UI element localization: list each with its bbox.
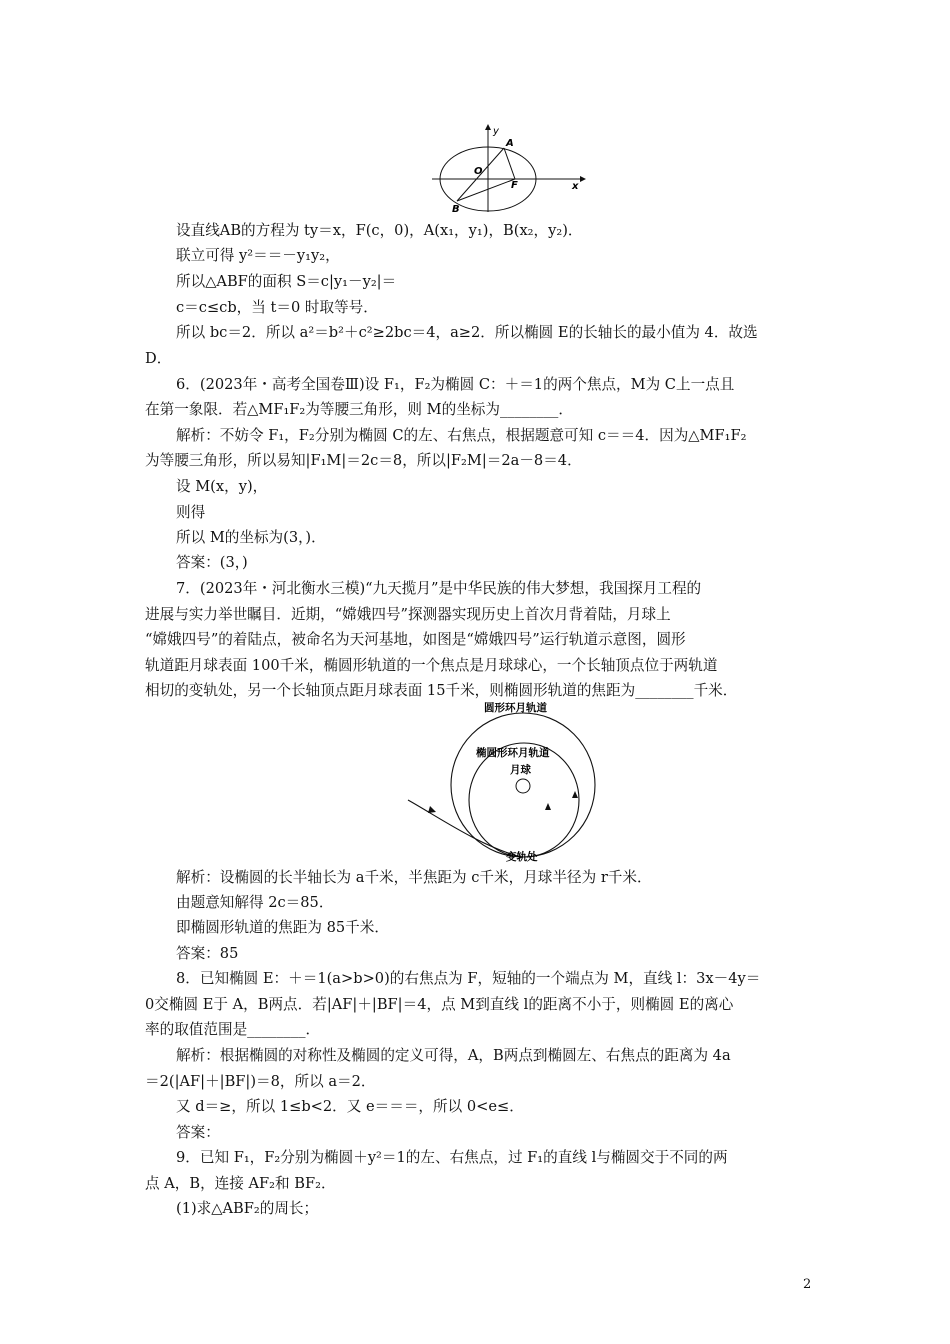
text-line: 所以△ABF的面积 S＝c|y₁－y₂|＝ xyxy=(176,273,397,290)
text-line: 即椭圆形轨道的焦距为 85千米． xyxy=(176,919,389,936)
label-o: O xyxy=(474,166,483,177)
answer-8: 答案： xyxy=(176,1124,220,1141)
page-number: 2 xyxy=(803,1277,812,1292)
question-7: 7．(2023年・河北衡水三模)“九天揽月”是中华民族的伟大梦想，我国探月工程的 xyxy=(176,580,702,597)
text-line: 由题意知解得 2c＝85． xyxy=(176,894,334,911)
sub-question: (1)求△ABF₂的周长； xyxy=(176,1200,319,1217)
text-line: 则得 xyxy=(176,504,206,521)
question-6: 6．(2023年・高考全国卷Ⅲ)设 F₁，F₂为椭圆 C：＋＝1的两个焦点，M为 C上一点且 xyxy=(176,376,735,393)
answer-6: 答案：(3，) xyxy=(176,554,248,571)
label-f: F xyxy=(511,180,518,191)
solution-8: 解析：根据椭圆的对称性及椭圆的定义可得，A，B两点到椭圆左、右焦点的距离为 4a xyxy=(176,1047,731,1064)
text-line: 轨道距月球表面 100千米，椭圆形轨道的一个焦点是月球球心，一个长轴顶点位于两轨道 xyxy=(145,657,718,674)
text-line: “嫦娥四号”的着陆点，被命名为天河基地，如图是“嫦娥四号”运行轨道示意图，圆形 xyxy=(145,631,686,648)
moon-label: 月球 xyxy=(510,764,531,776)
text-line: 在第一象限．若△MF₁F₂为等腰三角形，则 M的坐标为________． xyxy=(145,401,573,418)
circle-orbit-label: 圆形环月轨道 xyxy=(484,702,547,714)
elliptical-orbit xyxy=(469,743,579,857)
label-x: x xyxy=(572,181,579,192)
text-line: 率的取值范围是________． xyxy=(145,1021,321,1038)
solution-7: 解析：设椭圆的长半轴长为 a千米，半焦距为 c千米，月球半径为 r千米． xyxy=(176,869,652,886)
circle-arrow xyxy=(572,791,578,798)
text-line: 点 A，B，连接 AF₂和 BF₂． xyxy=(145,1175,336,1192)
segment-bf xyxy=(457,179,515,201)
approach-trajectory xyxy=(408,800,521,857)
text-line: D． xyxy=(145,350,172,367)
label-a: A xyxy=(506,138,514,149)
y-axis-arrow xyxy=(485,124,491,130)
label-b: B xyxy=(452,204,460,214)
label-y: y xyxy=(493,126,499,137)
question-8: 8．已知椭圆 E：＋＝1(a>b>0)的右焦点为 F，短轴的一个端点为 M，直线 l：3x－4y＝ xyxy=(176,970,761,987)
text-line: 相切的变轨处，另一个长轴顶点距月球表面 15千米，则椭圆形轨道的焦距为________千米． xyxy=(145,682,738,699)
text-line: 为等腰三角形，所以易知|F₁M|＝2c＝8，所以|F₂M|＝2a－8＝4． xyxy=(145,452,582,469)
ellipse-orbit-label: 椭圆形环月轨道 xyxy=(476,747,550,759)
trajectory-arrow xyxy=(428,806,436,813)
text-line: 0交椭圆 E于 A，B两点．若|AF|＋|BF|＝4，点 M到直线 l的距离不小于，则椭圆 E的离心 xyxy=(145,996,734,1013)
circular-orbit xyxy=(451,713,595,857)
text-line: ＝2(|AF|＋|BF|)＝8，所以 a＝2． xyxy=(145,1073,376,1090)
ellipse-arrow xyxy=(545,803,551,810)
moon xyxy=(516,779,530,793)
solution-6: 解析：不妨令 F₁，F₂分别为椭圆 C的左、右焦点，根据题意可知 c＝＝4．因为△MF₁F₂ xyxy=(176,427,747,444)
transfer-point-label: 变轨处 xyxy=(506,851,538,863)
text-line: c＝c≤cb，当 t＝0 时取等号． xyxy=(176,299,378,316)
answer-7: 答案：85 xyxy=(176,945,239,962)
text-line: 设 M(x，y)， xyxy=(176,478,268,495)
x-axis-arrow xyxy=(580,176,586,182)
text-line: 进展与实力举世瞩目．近期，“嫦娥四号”探测器实现历史上首次月背着陆，月球上 xyxy=(145,606,671,623)
text-line: 所以 bc＝2．所以 a²＝b²＋c²≥2bc＝4，a≥2．所以椭圆 E的长轴长的最小值为 4．故选 xyxy=(176,324,758,341)
question-9: 9．已知 F₁，F₂分别为椭圆＋y²＝1的左、右焦点，过 F₁的直线 l与椭圆交于不同的两 xyxy=(176,1149,728,1166)
segment-af xyxy=(504,148,515,179)
text-line: 联立可得 y²＝＝－y₁y₂， xyxy=(176,247,340,264)
ellipse-figure xyxy=(430,122,590,214)
text-line: 又 d＝≥，所以 1≤b<2．又 e＝＝＝，所以 0<e≤． xyxy=(176,1098,524,1115)
text-line: 设直线AB的方程为 ty＝x，F(c，0)，A(x₁，y₁)，B(x₂，y₂)． xyxy=(176,222,583,239)
orbit-figure xyxy=(400,696,600,864)
text-line: 所以 M的坐标为(3，)． xyxy=(176,529,326,546)
